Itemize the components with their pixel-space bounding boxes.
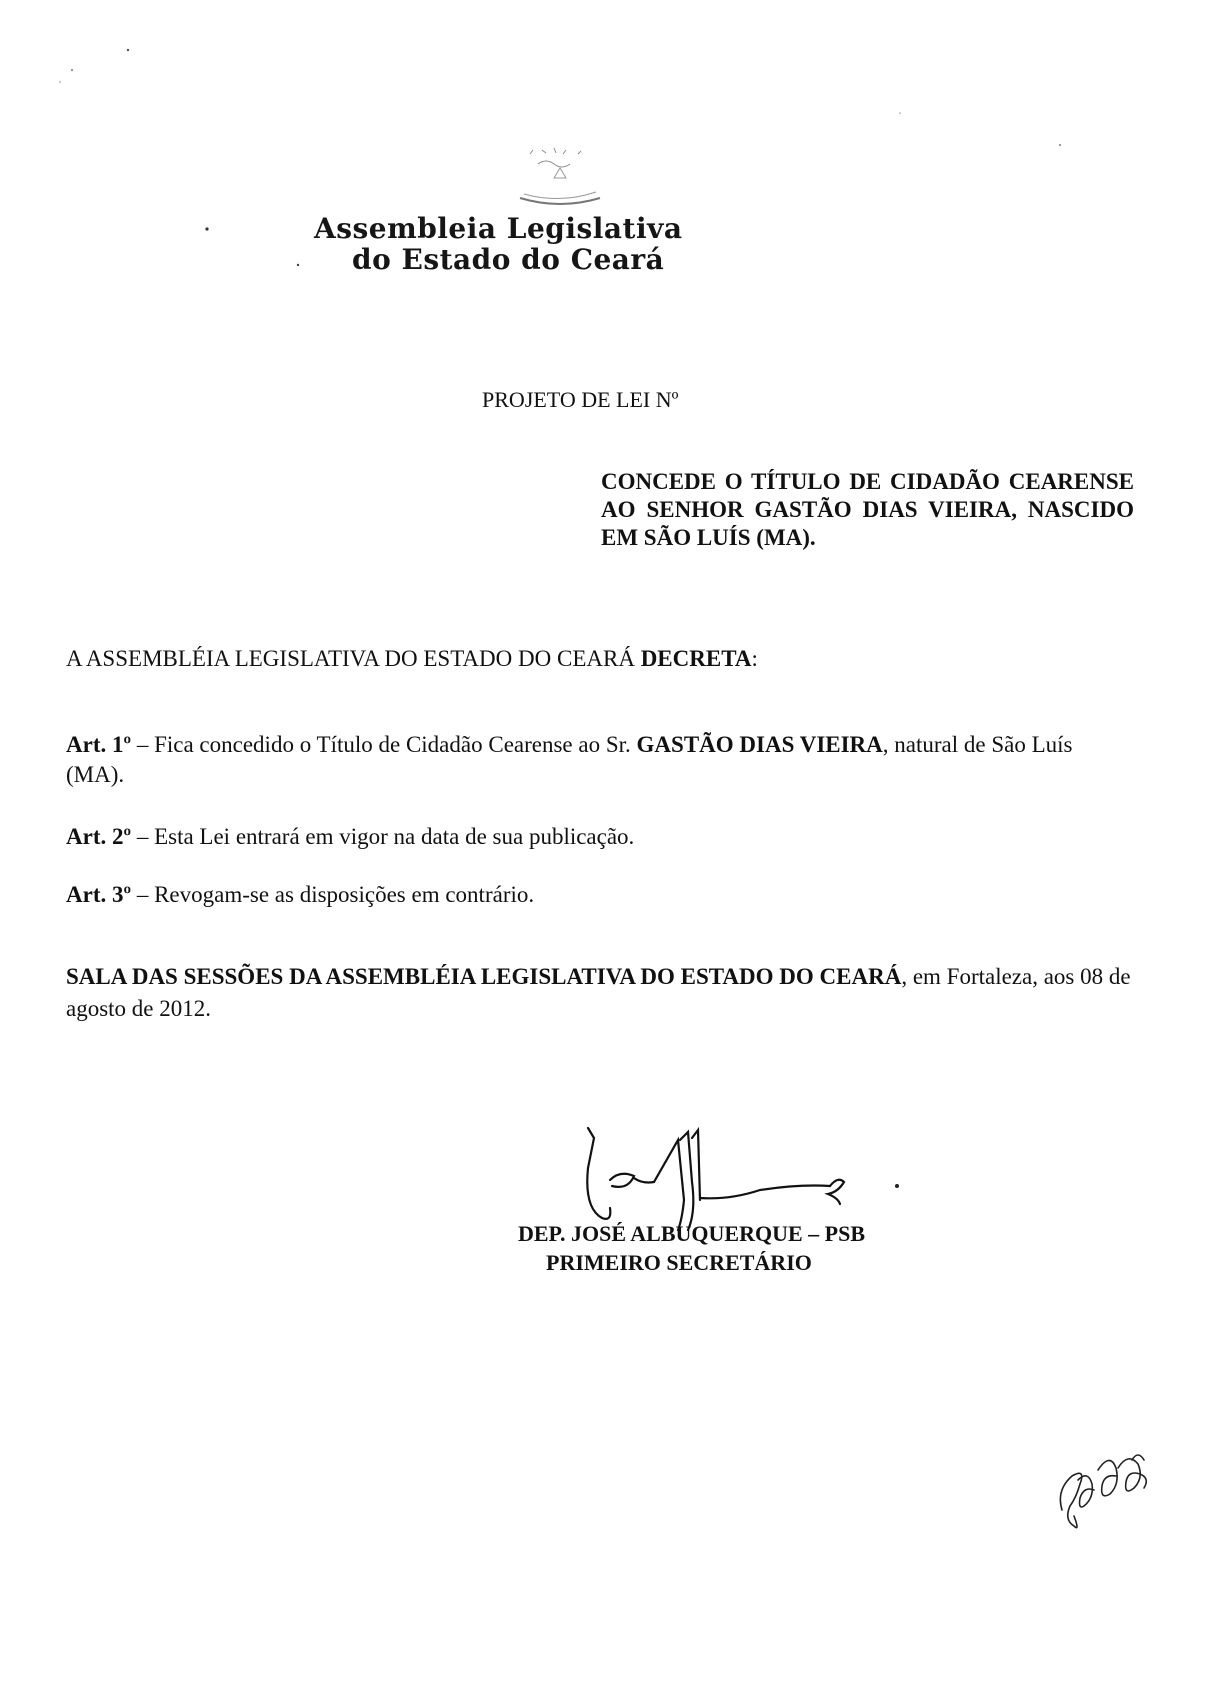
article-label: Art. 2º — [66, 824, 132, 849]
closing-bold: SALA DAS SESSÕES DA ASSEMBLÉIA LEGISLATIVA DO ESTADO DO CEARÁ — [66, 964, 902, 989]
closing-statement — [66, 961, 1136, 1025]
initials-rubric — [1048, 1440, 1168, 1540]
coat-of-arms-emblem — [490, 138, 630, 216]
institution-subname: do Estado do Ceará — [352, 243, 665, 276]
article-text: – Fica concedido o Título de Cidadão Cearense ao Sr. — [131, 732, 637, 757]
signatory-name: DEP. JOSÉ ALBUQUERQUE – PSB — [518, 1221, 865, 1246]
signatory-role: PRIMEIRO SECRETÁRIO — [546, 1250, 812, 1275]
honoree-name: GASTÃO DIAS VIEIRA — [636, 732, 883, 757]
article-3 — [66, 880, 1136, 910]
preamble-decreta: DECRETA — [640, 646, 752, 671]
article-text: – Revogam-se as disposições em contrário. — [131, 882, 535, 907]
preamble — [66, 646, 758, 672]
article-2 — [66, 822, 1136, 852]
preamble-suffix: : — [751, 646, 758, 671]
preamble-text: A ASSEMBLÉIA LEGISLATIVA DO ESTADO DO CEARÁ — [66, 646, 641, 671]
article-text-end: , natural de São Luís (MA). — [66, 732, 1073, 787]
closing-text: , em Fortaleza, aos 08 de agosto de 2012. — [66, 964, 1131, 1021]
institution-name: Assembleia Legislativa — [314, 212, 683, 245]
article-label: Art. 1º — [66, 732, 132, 757]
bill-title: PROJETO DE LEI Nº — [482, 387, 679, 412]
article-label: Art. 3º — [66, 882, 132, 907]
article-1 — [66, 730, 1136, 790]
bill-summary: CONCEDE O TÍTULO DE CIDADÃO CEARENSE AO SENHOR GASTÃO DIAS VIEIRA, NASCIDO EM SÃO LUÍS (MA). — [601, 469, 1134, 550]
article-text: – Esta Lei entrará em vigor na data de sua publicação. — [131, 824, 635, 849]
